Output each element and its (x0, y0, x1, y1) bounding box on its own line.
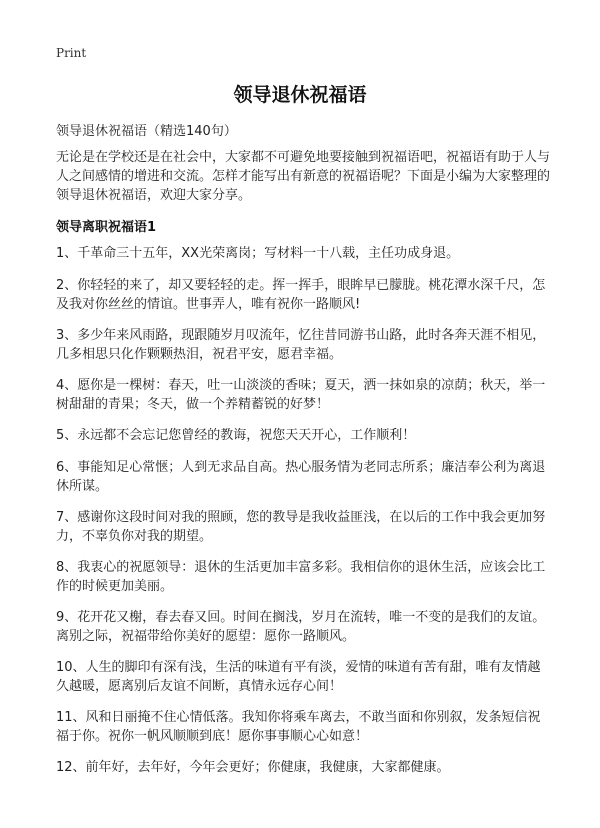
blessing-list (56, 244, 552, 790)
print-link[interactable]: Print (56, 46, 87, 60)
blessing-item: 3、多少年来风雨路，现跟随岁月叹流年，忆往昔同游书山路，此时各奔天涯不相见，几多相思只化作颗颗热泪，祝君平安，愿君幸福。 (56, 328, 546, 362)
intro-paragraph: 无论是在学校还是在社会中，大家都不可避免地要接触到祝福语吧，祝福语有助于人与人之间感情的增进和交流。怎样才能写出有新意的祝福语呢？下面是小编为大家整理的领导退休祝福语，欢迎大家分享。 (56, 150, 551, 203)
blessing-item: 5、永远都不会忘记您曾经的教诲，祝您天天开心，工作顺利！ (56, 428, 416, 443)
blessing-item: 1、千革命三十五年，XX光荣离岗；写材料一十八载，主任功成身退。 (56, 246, 460, 261)
document-subtitle: 领导退休祝福语（精选140句） (56, 124, 237, 139)
blessing-item: 9、花开花又榭，春去春又回。时间在搁浅，岁月在流转，唯一不变的是我们的友谊。离别之际，祝福带给你美好的愿望：愿你一路顺风。 (56, 610, 546, 644)
blessing-item: 7、感谢你这段时间对我的照顾，您的教导是我收益匪浅，在以后的工作中我会更加努力，不辜负你对我的期望。 (56, 510, 546, 544)
blessing-item: 12、前年好，去年好，今年会更好；你健康，我健康，大家都健康。 (56, 760, 450, 775)
section-heading: 领导离职祝福语1 (56, 220, 157, 235)
blessing-item: 2、你轻轻的来了，却又要轻轻的走。挥一挥手，眼眸早已朦胧。桃花潭水深千尺，怎及我对你丝丝的情谊。世事弄人，唯有祝你一路顺风! (56, 278, 546, 312)
page-title: 领导退休祝福语 (233, 84, 367, 106)
blessing-item: 8、我衷心的祝愿领导：退休的生活更加丰富多彩。我相信你的退休生活，应该会比工作的时候更加美丽。 (56, 560, 546, 594)
blessing-item: 6、事能知足心常惬；人到无求品自高。热心服务情为老同志所系；廉洁奉公利为离退休所谋。 (56, 460, 546, 494)
blessing-item: 11、风和日丽掩不住心情低落。我知你将乘车离去，不敢当面和你别叙，发条短信祝福于你。祝你一帆风顺顺到底！愿你事事顺心心如意！ (56, 710, 541, 744)
blessing-item: 10、人生的脚印有深有浅，生活的味道有平有淡，爱情的味道有苦有甜，唯有友情越久越暖，愿离别后友谊不间断，真情永远存心间！ (56, 660, 541, 694)
blessing-item: 4、愿你是一棵树：春天，吐一山淡淡的香味；夏天，洒一抹如泉的凉荫；秋天，举一树甜甜的青果；冬天，做一个养精蓄锐的好梦！ (56, 378, 546, 412)
